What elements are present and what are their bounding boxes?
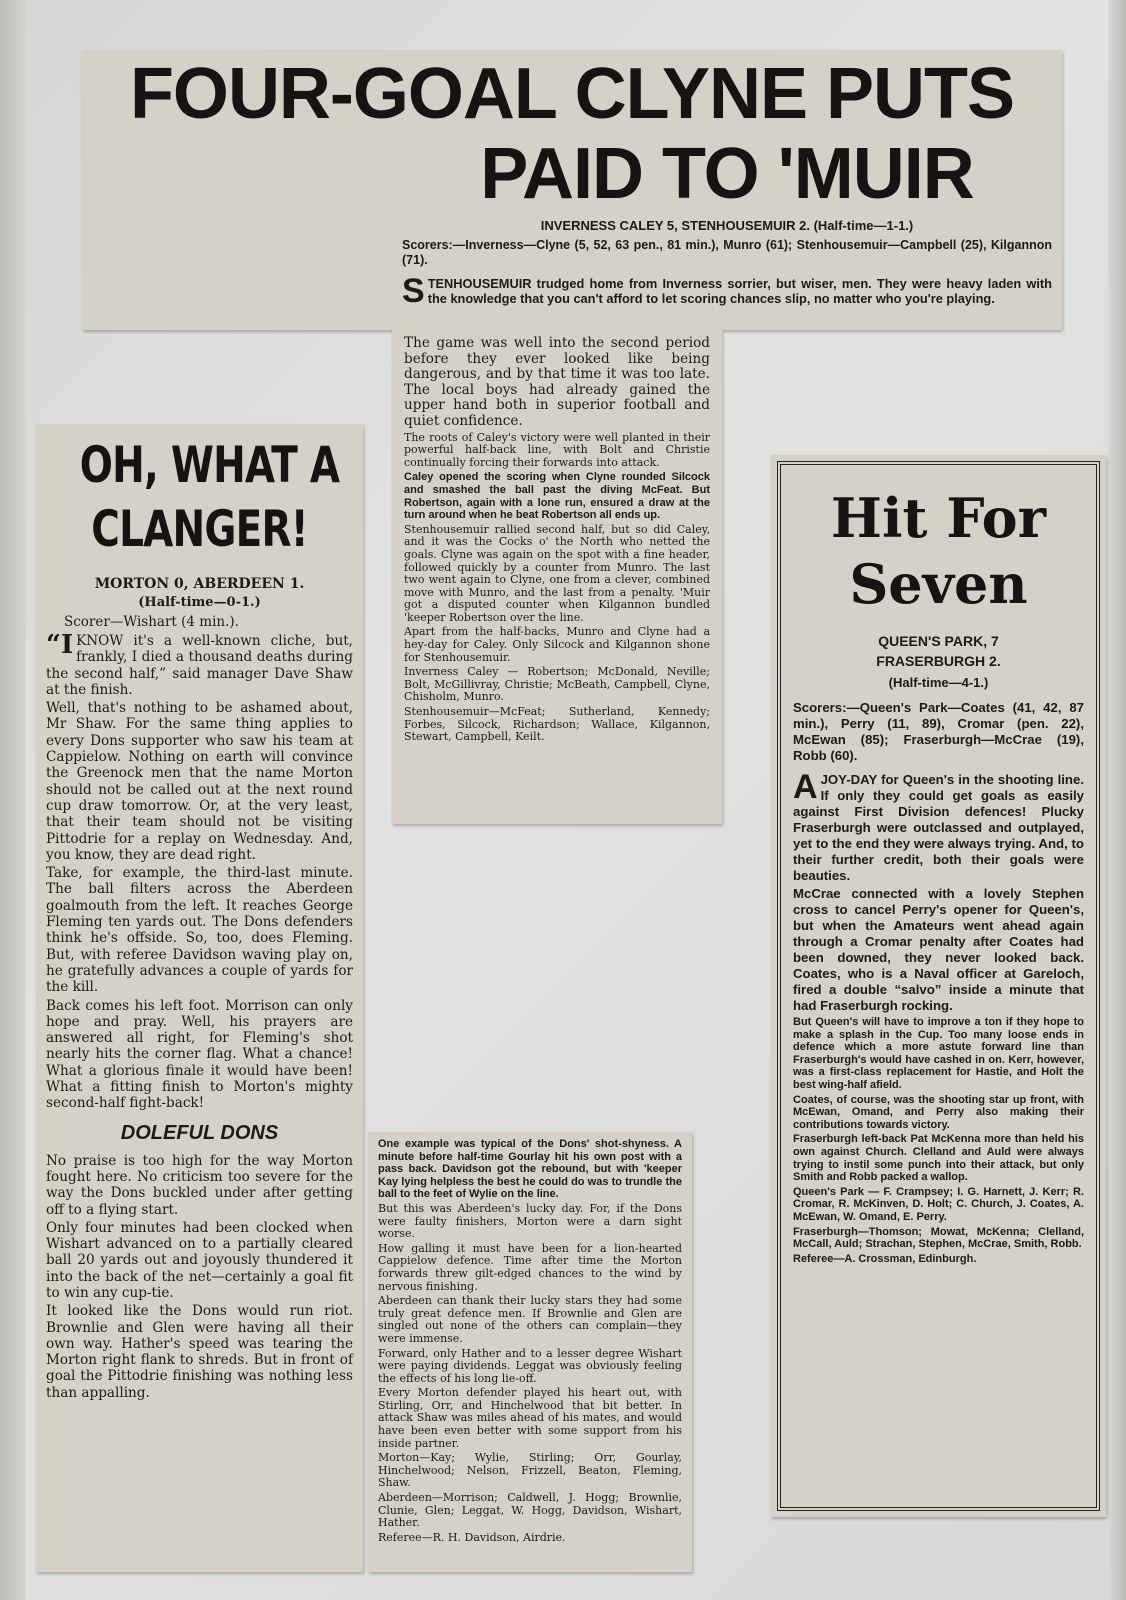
seven-content bbox=[779, 463, 1098, 1275]
dons-team-morton: Morton—Kay; Wylie, Stirling; Orr, Gourlay, Hinchelwood; Nelson, Frizzell, Beaton, Fleming, Shaw. bbox=[378, 1451, 682, 1490]
clyne-result: INVERNESS CALEY 5, STENHOUSEMUIR 2. (Half-time—1-1.) bbox=[540, 218, 914, 233]
dons-paragraph-2: But this was Aberdeen's lucky day. For, if the Dons were faulty finishers, Morton were a darn sight worse. bbox=[378, 1201, 682, 1241]
clyne-paragraph-3: Caley opened the scoring when Clyne rounded Silcock and smashed the ball past the diving McFeat. But Robertson, again with a lone run, ensured a draw at the turn around when he beat Robertson all ends up. bbox=[404, 471, 710, 522]
seven-dropcap: A bbox=[793, 768, 818, 806]
clyne-paragraph-4: Stenhousemuir rallied second half, but so did Caley, and it was the Cocks o' the North who netted the goals. Clyne was again on the spot with a fine header, followed quickly by a counter from Munro. The last two went again to Clyne, one from a clever, combined move with Munro, and the last from a penalty. 'Muir got a disputed counter when Kilgannon bundled 'keeper Robertson over the line. bbox=[404, 522, 710, 624]
clyne-body-clipping bbox=[392, 330, 722, 824]
scrapbook-binding-edge bbox=[0, 0, 26, 1600]
seven-team-fraserburgh: Fraserburgh—Thomson; Mowat, McKenna; Clelland, McCall, Auld; Strachan, Stephen, McCrae, Smith, Robb. bbox=[793, 1225, 1084, 1251]
seven-headline-line1: Hit For bbox=[830, 486, 1047, 550]
clyne-team-caley: Inverness Caley — Robertson; McDonald, Neville; Bolt, McGillivray, Christie; McBeath, Campbell, Clyne, Chisholm, Munro. bbox=[404, 665, 710, 704]
dons-continuation-clipping bbox=[368, 1132, 692, 1572]
clyne-headline-clipping bbox=[82, 50, 1062, 330]
clyne-headline-line2: PAID TO 'MUIR bbox=[480, 134, 974, 214]
clyne-lead-paragraph bbox=[402, 272, 1052, 310]
clanger-paragraph-5: Only four minutes had been clocked when Wishart advanced on to a partially cleared ball 20 yards out and joyously thundered it into the back of the net—certainly a goal fit to win any cup-tie. bbox=[46, 1219, 353, 1301]
seven-paragraph-1: McCrae connected with a lovely Stephen cross to cancel Perry's opener for Queen's, but when the Amateurs went ahead again through a Cromar penalty after Coates had been downed, they never looked back. Coates, who is a Naval officer at Gareloch, fired a double “salvo” inside a minute that had Fraserburgh rocking. bbox=[793, 886, 1084, 1013]
clanger-paragraph-2: Take, for example, the third-last minute. The ball filters across the Aberdeen goalmouth from the left. It reaches George Fleming ten yards out. The Dons defenders think he's offside. So, too, does Fleming. But, with referee Davidson waving play on, he gratefully advances a couple of yards for the kill. bbox=[46, 865, 353, 996]
dons-referee: Referee—R. H. Davidson, Airdrie. bbox=[378, 1530, 566, 1544]
dons-paragraph-3: How galling it must have been for a lion-hearted Cappielow defence. Time after time the Morton forwards threw gilt-edged chances to the wind by nervous finishing. bbox=[378, 1241, 682, 1293]
seven-referee: Referee—A. Crossman, Edinburgh. bbox=[793, 1252, 977, 1265]
dons-paragraph-5: Forward, only Hather and to a lesser degree Wishart were paying dividends. Leggat was obviously feeling the effects of his long lie-off. bbox=[378, 1346, 682, 1385]
clyne-paragraph-1: The game was well into the second period before they ever looked like being dangerous, and by that time it was too late. The local boys had already gained the upper hand both in superior football and quiet confidence. bbox=[404, 335, 710, 429]
seven-result-line2: FRASERBURGH 2. bbox=[876, 653, 1001, 669]
seven-halftime: (Half-time—4-1.) bbox=[888, 675, 989, 690]
dons-team-aberdeen: Aberdeen—Morrison; Caldwell, J. Hogg; Brownlie, Clunie, Glen; Leggat, W. Hogg, Davidson, Wishart, Hather. bbox=[378, 1491, 682, 1530]
seven-team-queens-park: Queen's Park — F. Crampsey; I. G. Harnett, J. Kerr; R. Cromar, R. McKinven, D. Holt; C. Church, J. Coates, A. McEwan, W. Omand, E. Perry. bbox=[793, 1185, 1084, 1223]
clanger-halftime: (Half-time—0-1.) bbox=[138, 595, 261, 610]
seven-lead-text: JOY-DAY for Queen's in the shooting line. If only they could get goals as easily against First Division defences! Plucky Fraserburgh were outclassed and outplayed, yet to the end they were always trying. And, to their further credit, both their goals were beauties. bbox=[793, 772, 1084, 883]
clyne-paragraph-5: Apart from the half-backs, Munro and Clyne had a hey-day for Caley. Only Silcock and Kilgannon shone for Stenhousemuir. bbox=[404, 625, 710, 664]
seven-result-line1: QUEEN'S PARK, 7 bbox=[878, 633, 999, 649]
clanger-clipping bbox=[36, 424, 363, 1572]
seven-headline-line2: Seven bbox=[849, 552, 1028, 616]
clyne-dropcap: S bbox=[402, 272, 425, 310]
clanger-paragraph-3: Back comes his left foot. Morrison can only hope and pray. Well, his prayers are answered all right, for Fleming's shot nearly hits the corner flag. What a chance! What a glorious finale it would have been! What a fitting finish to Morton's mighty second-half fight-back! bbox=[46, 997, 353, 1112]
seven-paragraph-2: But Queen's will have to improve a ton if they hope to make a splash in the Cup. Too many loose ends in defence which a more astute forward line than Fraserburgh's would have cashed in on. Kerr, however, was a first-class replacement for Hastie, and Holt the best wing-half afield. bbox=[793, 1016, 1084, 1091]
clanger-headline-line2: CLANGER! bbox=[91, 500, 308, 558]
seven-clipping bbox=[771, 455, 1106, 1517]
clyne-team-stenhousemuir: Stenhousemuir—McFeat; Sutherland, Kennedy; Forbes, Silcock, Richardson; Wallace, Kilgannon, Stewart, Campbell, Keilt. bbox=[404, 705, 710, 744]
clanger-headline-line1: OH, WHAT A bbox=[79, 436, 340, 494]
clanger-result: MORTON 0, ABERDEEN 1. bbox=[94, 576, 305, 592]
clanger-paragraph-4: No praise is too high for the way Morton fought here. No criticism too severe for the way the Dons buckled under after getting off to a flying start. bbox=[46, 1152, 353, 1218]
clanger-subhead: DOLEFUL DONS bbox=[120, 1121, 279, 1144]
dons-paragraph-1: One example was typical of the Dons' shot-shyness. A minute before half-time Gourlay hit his own post with a pass back. Davidson got the rebound, but with 'keeper Kay lying helpless the best he could do was to trundle the ball to the feet of Wylie on the line. bbox=[378, 1138, 682, 1201]
seven-paragraph-4: Fraserburgh left-back Pat McKenna more than held his own against Church. Clelland and Auld were always trying to instil some punch into their attack, but only Smith and Robb packed a wallop. bbox=[793, 1133, 1084, 1184]
clyne-paragraph-2: The roots of Caley's victory were well planted in their powerful half-back line, with Bolt and Christie continually forcing their forwards into attack. bbox=[404, 430, 710, 469]
dons-paragraph-4: Aberdeen can thank their lucky stars they had some truly great defence men. If Brownlie and Glen are singled out none of the others can complain—they were immense. bbox=[378, 1294, 682, 1345]
clyne-scorers: Scorers:—Inverness—Clyne (5, 52, 63 pen., 81 min.), Munro (61); Stenhousemuir—Campbell (25), Kilgannon (71). bbox=[402, 238, 1052, 267]
clanger-scorer: Scorer—Wishart (4 min.). bbox=[64, 614, 239, 630]
seven-lead-paragraph bbox=[793, 768, 1084, 884]
clyne-headline-line1: FOUR-GOAL CLYNE PUTS bbox=[129, 54, 1015, 134]
clanger-dropcap: “I bbox=[46, 630, 74, 660]
clanger-lead-text: KNOW it's a well-known cliche, but, frankly, I died a thousand deaths during the second half,” said manager Dave Shaw at the finish. bbox=[46, 633, 353, 698]
clyne-lead-text: TENHOUSEMUIR trudged home from Inverness sorrier, but wiser, men. They were heavy laden with the knowledge that you can't afford to let scoring chances slip, no matter who you're playing. bbox=[427, 276, 1052, 306]
clanger-paragraph-6: It looked like the Dons would run riot. Brownlie and Glen were having all their own way. Hather's speed was tearing the Morton right flank to shreds. But in front of goal the Pittodrie finishing was nothing less than appalling. bbox=[46, 1303, 353, 1401]
seven-scorers: Scorers:—Queen's Park—Coates (41, 42, 87 min.), Perry (11, 89), Cromar (pen. 22), McEwan (85); Fraserburgh—McCrae (19), Robb (60). bbox=[793, 700, 1084, 763]
clanger-lead-paragraph bbox=[46, 630, 353, 698]
dons-paragraph-6: Every Morton defender played his heart out, with Stirling, Orr, and Hinchelwood that bit better. In attack Shaw was miles ahead of his mates, and would have been even better with some support from his inside partner. bbox=[378, 1386, 682, 1450]
scrapbook-page-shadow bbox=[1108, 0, 1126, 1600]
seven-paragraph-3: Coates, of course, was the shooting star up front, with McEwan, Omand, and Perry also making their contributions towards victory. bbox=[793, 1093, 1084, 1131]
clanger-paragraph-1: Well, that's nothing to be ashamed about, Mr Shaw. For the same thing applies to every Dons supporter who saw his team at Cappielow. Nothing on earth will convince the Greenock men that the name Morton should not be called out at the next round cup draw tomorrow. Or, at the very least, that their team should not be visiting Pittodrie for a replay on Wednesday. And, you know, they are dead right. bbox=[46, 700, 353, 863]
